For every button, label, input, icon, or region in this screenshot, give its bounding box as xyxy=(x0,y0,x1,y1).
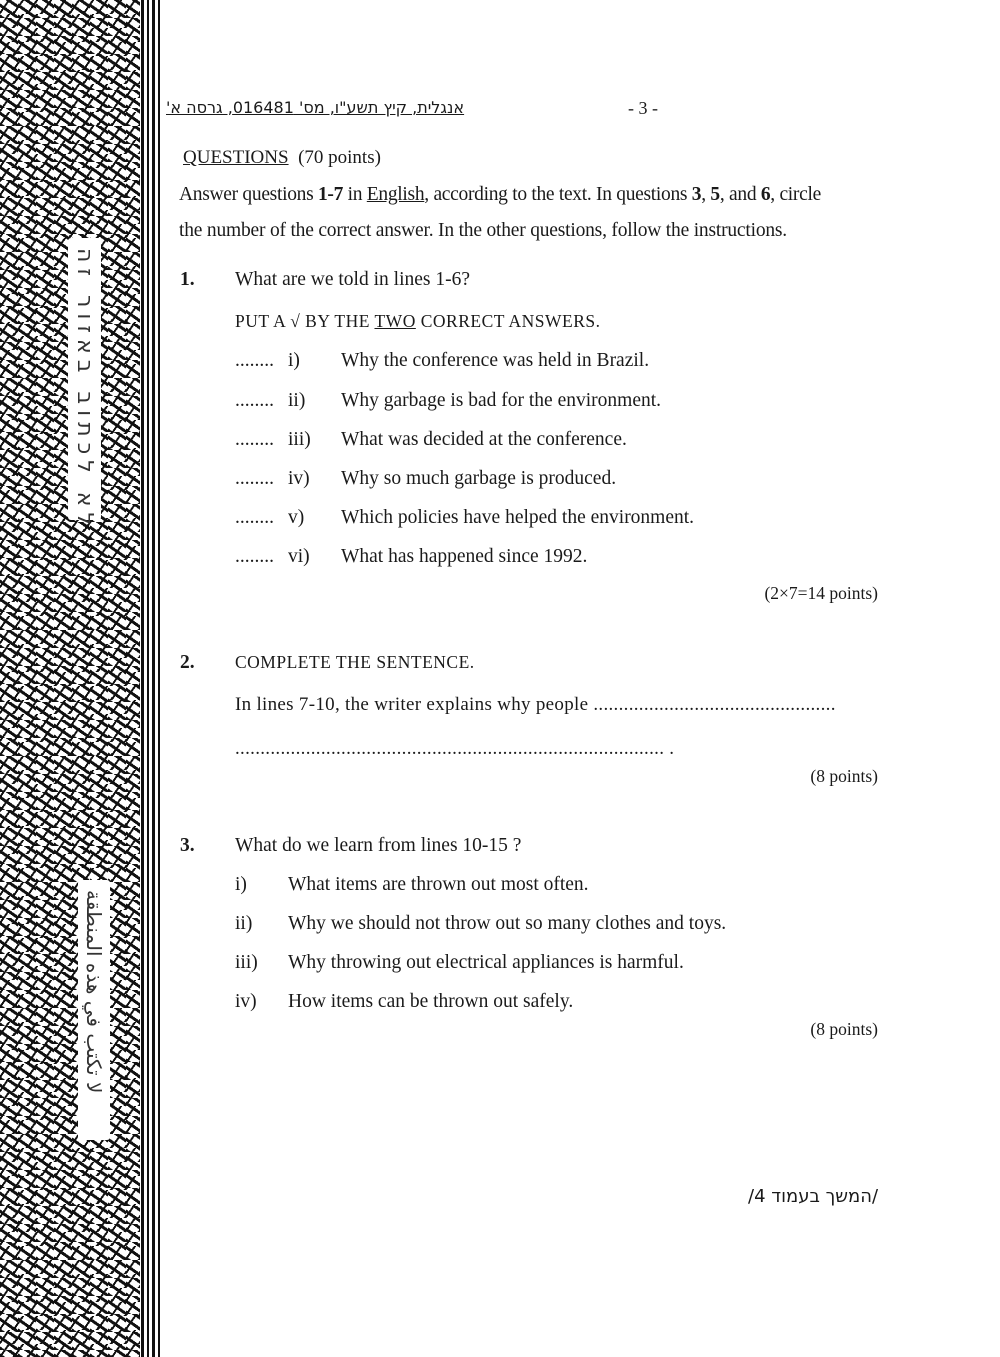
answer-blank[interactable]: ........ xyxy=(235,390,274,411)
option-text: What was decided at the conference. xyxy=(341,429,627,450)
question-2-instruction: COMPLETE THE SENTENCE. xyxy=(235,652,475,672)
option-text: What items are thrown out most often. xyxy=(288,874,589,895)
option-number[interactable]: ii) xyxy=(235,913,253,934)
question-1-points: (2×7=14 points) xyxy=(764,583,878,603)
option-text: Which policies have helped the environment. xyxy=(341,507,695,528)
question-3-points: (8 points) xyxy=(810,1019,878,1039)
question-1-number: 1. xyxy=(180,269,195,290)
margin-rule xyxy=(147,0,149,1357)
option-number: v) xyxy=(288,507,305,528)
option-number[interactable]: i) xyxy=(235,874,247,895)
question-1-prompt: What are we told in lines 1-6? xyxy=(235,269,470,290)
answer-blank[interactable]: ........ xyxy=(235,429,274,450)
option-text: Why the conference was held in Brazil. xyxy=(341,350,650,371)
exam-title: אנגלית, קיץ תשע"ו, מס' 016481, גרסה א' xyxy=(166,98,465,117)
question-1-instruction: PUT A √ BY THE TWO CORRECT ANSWERS. xyxy=(235,311,601,331)
question-2-answer-line[interactable]: ..................................................................................... . xyxy=(235,738,675,759)
questions-total-points: (70 points) xyxy=(298,147,381,168)
option-number: iv) xyxy=(288,468,310,489)
answer-blank[interactable]: ........ xyxy=(235,546,274,567)
option-text: What has happened since 1992. xyxy=(341,546,588,567)
option-text: How items can be thrown out safely. xyxy=(288,991,574,1012)
option-number: iii) xyxy=(288,429,311,450)
continued-note: /המשך בעמוד 4/ xyxy=(748,1186,879,1207)
option-number[interactable]: iv) xyxy=(235,991,257,1012)
page-number: - 3 - xyxy=(628,98,658,118)
margin-arabic-notice: لا تكتب في هذه المنطقة xyxy=(78,880,110,1140)
option-number: i) xyxy=(288,350,300,371)
question-3-number: 3. xyxy=(180,835,195,856)
question-2-points: (8 points) xyxy=(810,766,878,786)
answer-blank[interactable]: ........ xyxy=(235,468,274,489)
question-3-prompt: What do we learn from lines 10-15 ? xyxy=(235,835,522,856)
page-header xyxy=(166,98,866,126)
margin-hebrew-notice: לא לכתוב באזור זה xyxy=(68,238,101,520)
option-number: ii) xyxy=(288,390,306,411)
questions-heading: QUESTIONS (70 points) xyxy=(183,147,381,168)
option-text: Why we should not throw out so many clothes and toys. xyxy=(288,913,727,934)
margin-rule xyxy=(152,0,155,1357)
intro-line-1: Answer questions 1-7 in English, according to the text. In questions 3, 5, and 6, circle xyxy=(179,184,821,205)
option-number[interactable]: iii) xyxy=(235,952,258,973)
margin-pattern xyxy=(0,0,140,1357)
margin-rule xyxy=(141,0,144,1357)
question-2-number: 2. xyxy=(180,652,195,673)
intro-line-2: the number of the correct answer. In the other questions, follow the instructions. xyxy=(179,220,787,241)
answer-blank[interactable]: ........ xyxy=(235,507,274,528)
question-2-sentence[interactable]: In lines 7-10, the writer explains why people ................................................ xyxy=(235,694,836,715)
option-text: Why garbage is bad for the environment. xyxy=(341,390,662,411)
option-text: Why so much garbage is produced. xyxy=(341,468,617,489)
answer-blank[interactable]: ........ xyxy=(235,350,274,371)
margin-rule xyxy=(158,0,160,1357)
option-number: vi) xyxy=(288,546,310,567)
option-text: Why throwing out electrical appliances is harmful. xyxy=(288,952,684,973)
